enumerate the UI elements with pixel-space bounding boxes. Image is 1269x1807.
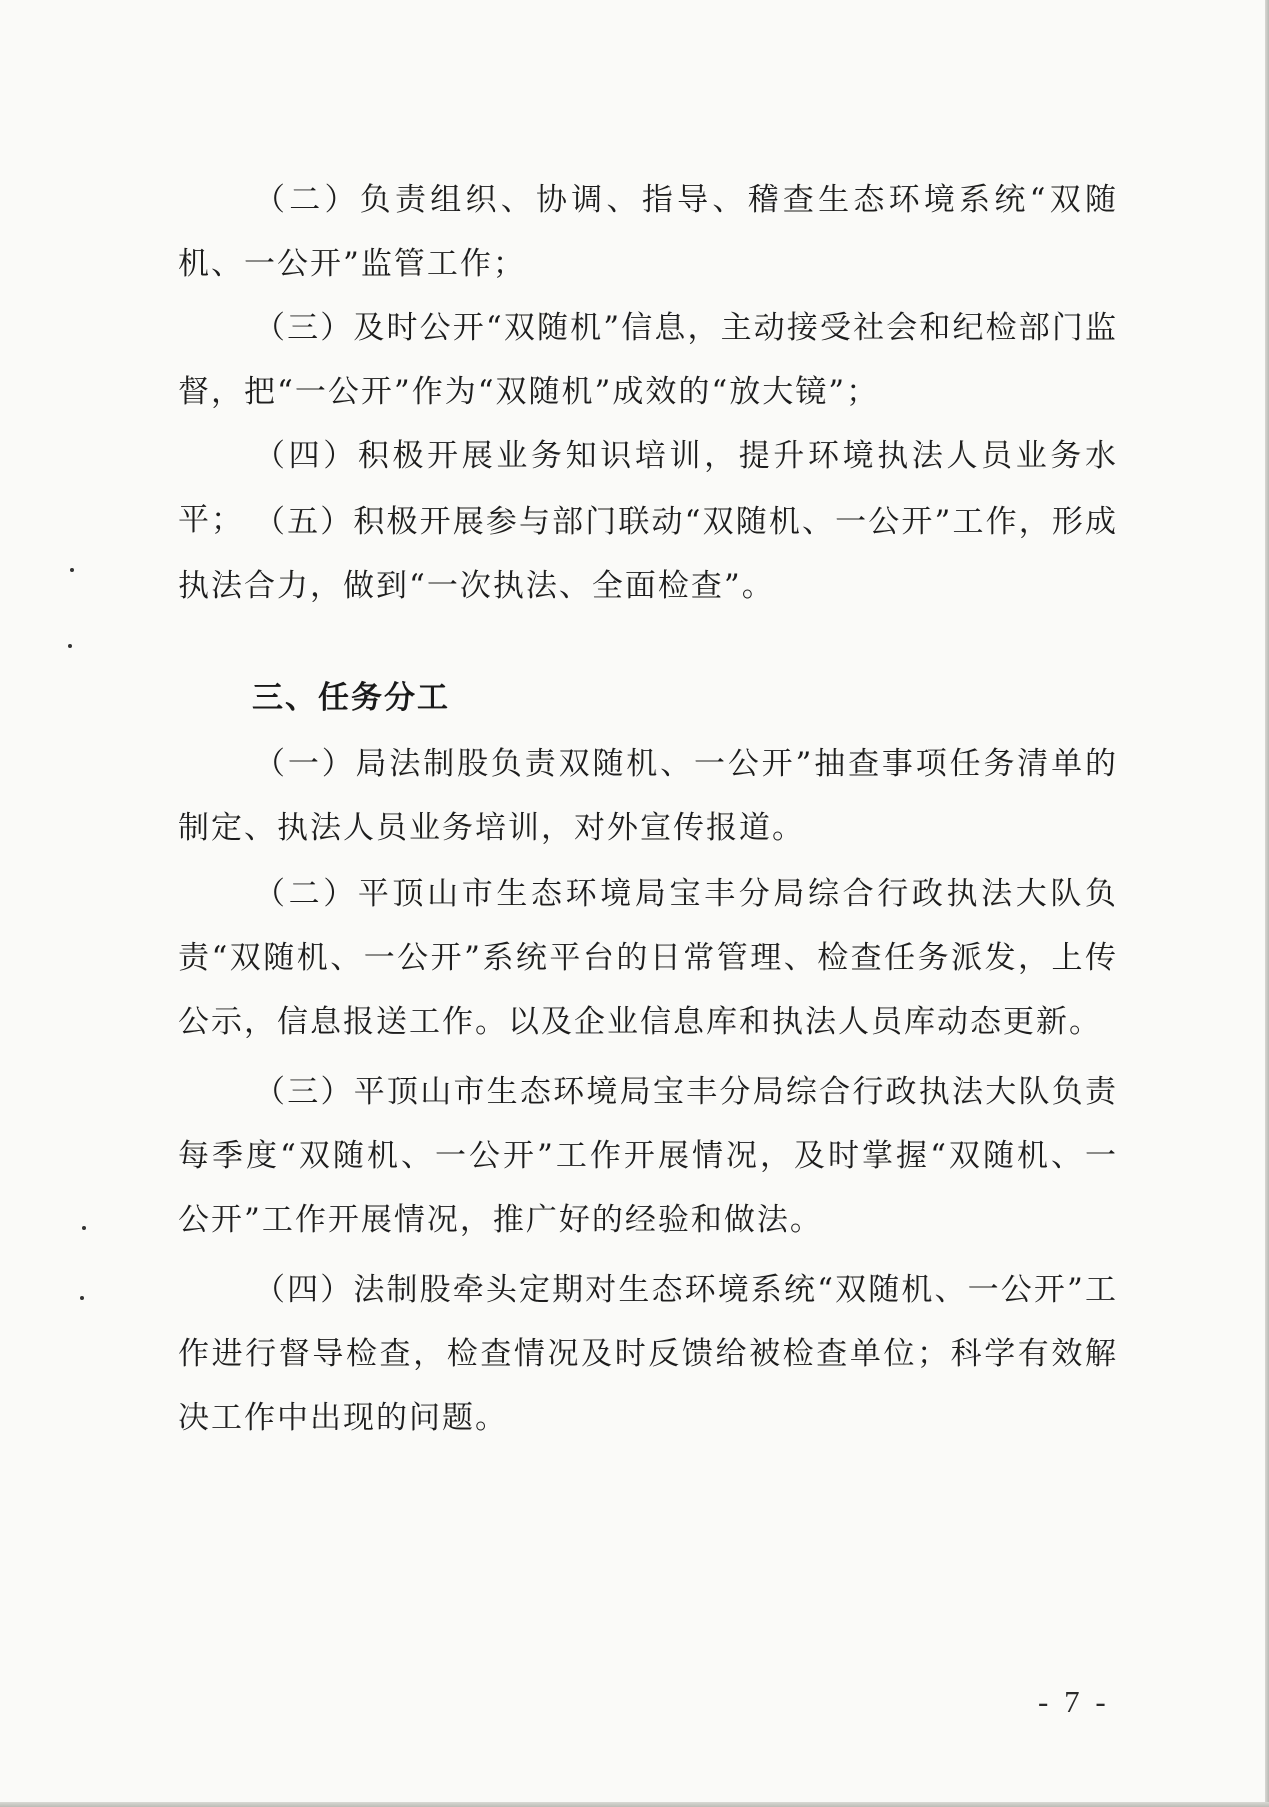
paragraph-3-1: （一）局法制股负责双随机、一公开”抽查事项任务清单的制定、执法人员业务培训，对外宣传报道。 <box>178 746 1118 846</box>
scan-speck <box>80 1296 84 1300</box>
section-heading-3: 三、任务分工 <box>252 680 450 716</box>
scan-edge-right <box>1265 0 1269 1807</box>
page-number: - 7 - <box>1038 1684 1110 1719</box>
paragraph-2-5: （五）积极开展参与部门联动“双随机、一公开”工作，形成执法合力，做到“一次执法、全面检查”。 <box>178 504 1118 604</box>
scan-speck <box>70 568 74 572</box>
paragraph-2-4: （四）积极开展业务知识培训，提升环境执法人员业务水平； <box>178 438 1118 538</box>
paragraph-3-2: （二）平顶山市生态环境局宝丰分局综合行政执法大队负责“双随机、一公开”系统平台的日常管理、检查任务派发，上传公示，信息报送工作。以及企业信息库和执法人员库动态更新。 <box>178 876 1118 1040</box>
paragraph-2-2: （二）负责组织、协调、指导、稽查生态环境系统“双随机、一公开”监管工作； <box>178 182 1118 282</box>
paragraph-3-3: （三）平顶山市生态环境局宝丰分局综合行政执法大队负责每季度“双随机、一公开”工作开展情况，及时掌握“双随机、一公开”工作开展情况，推广好的经验和做法。 <box>178 1074 1118 1238</box>
paragraph-3-4: （四）法制股牵头定期对生态环境系统“双随机、一公开”工作进行督导检查，检查情况及时反馈给被检查单位；科学有效解决工作中出现的问题。 <box>178 1272 1118 1436</box>
scan-speck <box>68 644 72 648</box>
scan-speck <box>82 1226 86 1230</box>
paragraph-2-3: （三）及时公开“双随机”信息，主动接受社会和纪检部门监督，把“一公开”作为“双随机”成效的“放大镜”； <box>178 310 1118 410</box>
scan-edge-bottom <box>0 1802 1269 1807</box>
